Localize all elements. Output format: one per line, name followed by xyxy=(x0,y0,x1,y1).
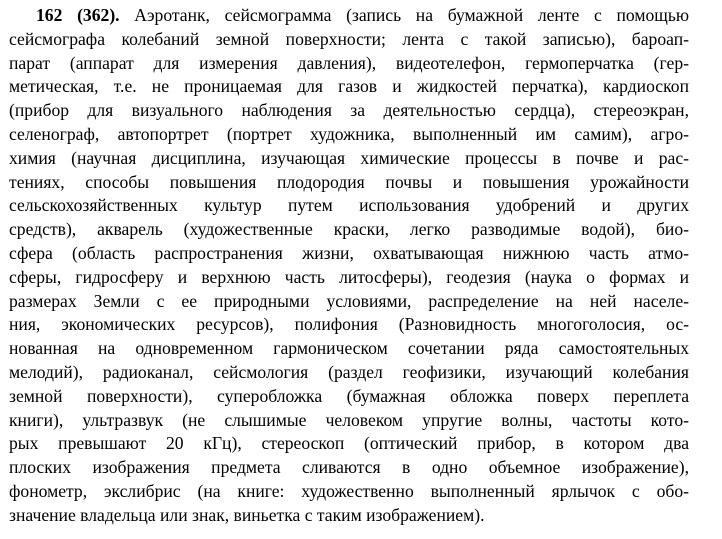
text-line-1 xyxy=(9,4,689,28)
text-line-4: метическая, т.е. не проницаемая для газов и жидкостей перчатка), кардиоскоп xyxy=(9,76,689,97)
text-line-22: значение владельца или знак, виньетка с таким изображением). xyxy=(9,504,485,525)
text-line-6: селенограф, автопортрет (портрет художника, выполненный им самим), агро- xyxy=(9,123,689,144)
text-line-5: (прибор для визуального наблюдения за деятельностью сердца), стереоэкран, xyxy=(9,100,689,121)
text-line-13: размерах Земли с ее природными условиями, распределение на ней населе- xyxy=(9,290,689,311)
line-text: Аэротанк, сейсмограмма (запись на бумажной ленте с помощью xyxy=(134,5,690,25)
text-line-9: сельскохозяйственных культур путем использования удобрений и других xyxy=(9,195,689,216)
text-line-8: тениях, способы повышения плодородия почвы и повышения урожайности xyxy=(9,171,689,192)
exercise-text xyxy=(9,4,689,528)
text-line-21: фонометр, экслибрис (на книге: художественно выполненный ярлычок с обо- xyxy=(9,480,689,501)
text-line-19: рых превышают 20 кГц), стереоскоп (оптический прибор, в котором два xyxy=(9,433,689,454)
text-line-2: сейсмографа колебаний земной поверхности; лента с такой записью), бароап- xyxy=(9,28,689,49)
text-line-11: сфера (область распространения жизни, охватывающая нижнюю часть атмо- xyxy=(9,242,689,263)
text-line-15: нованная на одновременном гармоническом сочетании ряда самостоятельных xyxy=(9,338,689,359)
text-line-16: мелодий), радиоканал, сейсмология (раздел геофизики, изучающий колебания xyxy=(9,361,689,382)
text-line-10: средств), акварель (художественные краски, легко разводимые водой), био- xyxy=(9,219,689,240)
text-line-7: химия (научная дисциплина, изучающая химические процессы в почве и рас- xyxy=(9,147,689,168)
text-line-3: парат (аппарат для измерения давления), видеотелефон, гермоперчатка (гер- xyxy=(9,52,689,73)
text-line-14: ния, экономических ресурсов), полифония (Разновидность многоголосия, ос- xyxy=(9,314,689,335)
exercise-number: 162 (362). xyxy=(36,5,120,25)
text-line-17: земной поверхности), суперобложка (бумажная обложка поверх переплета xyxy=(9,385,689,406)
text-line-20: плоских изображения предмета сливаются в одно объемное изображение), xyxy=(9,457,689,478)
text-line-18: книги), ультразвук (не слышимые человеком упругие волны, частоты кото- xyxy=(9,409,689,430)
text-line-12: сферы, гидросферу и верхнюю часть литосферы), геодезия (наука о формах и xyxy=(9,266,689,287)
